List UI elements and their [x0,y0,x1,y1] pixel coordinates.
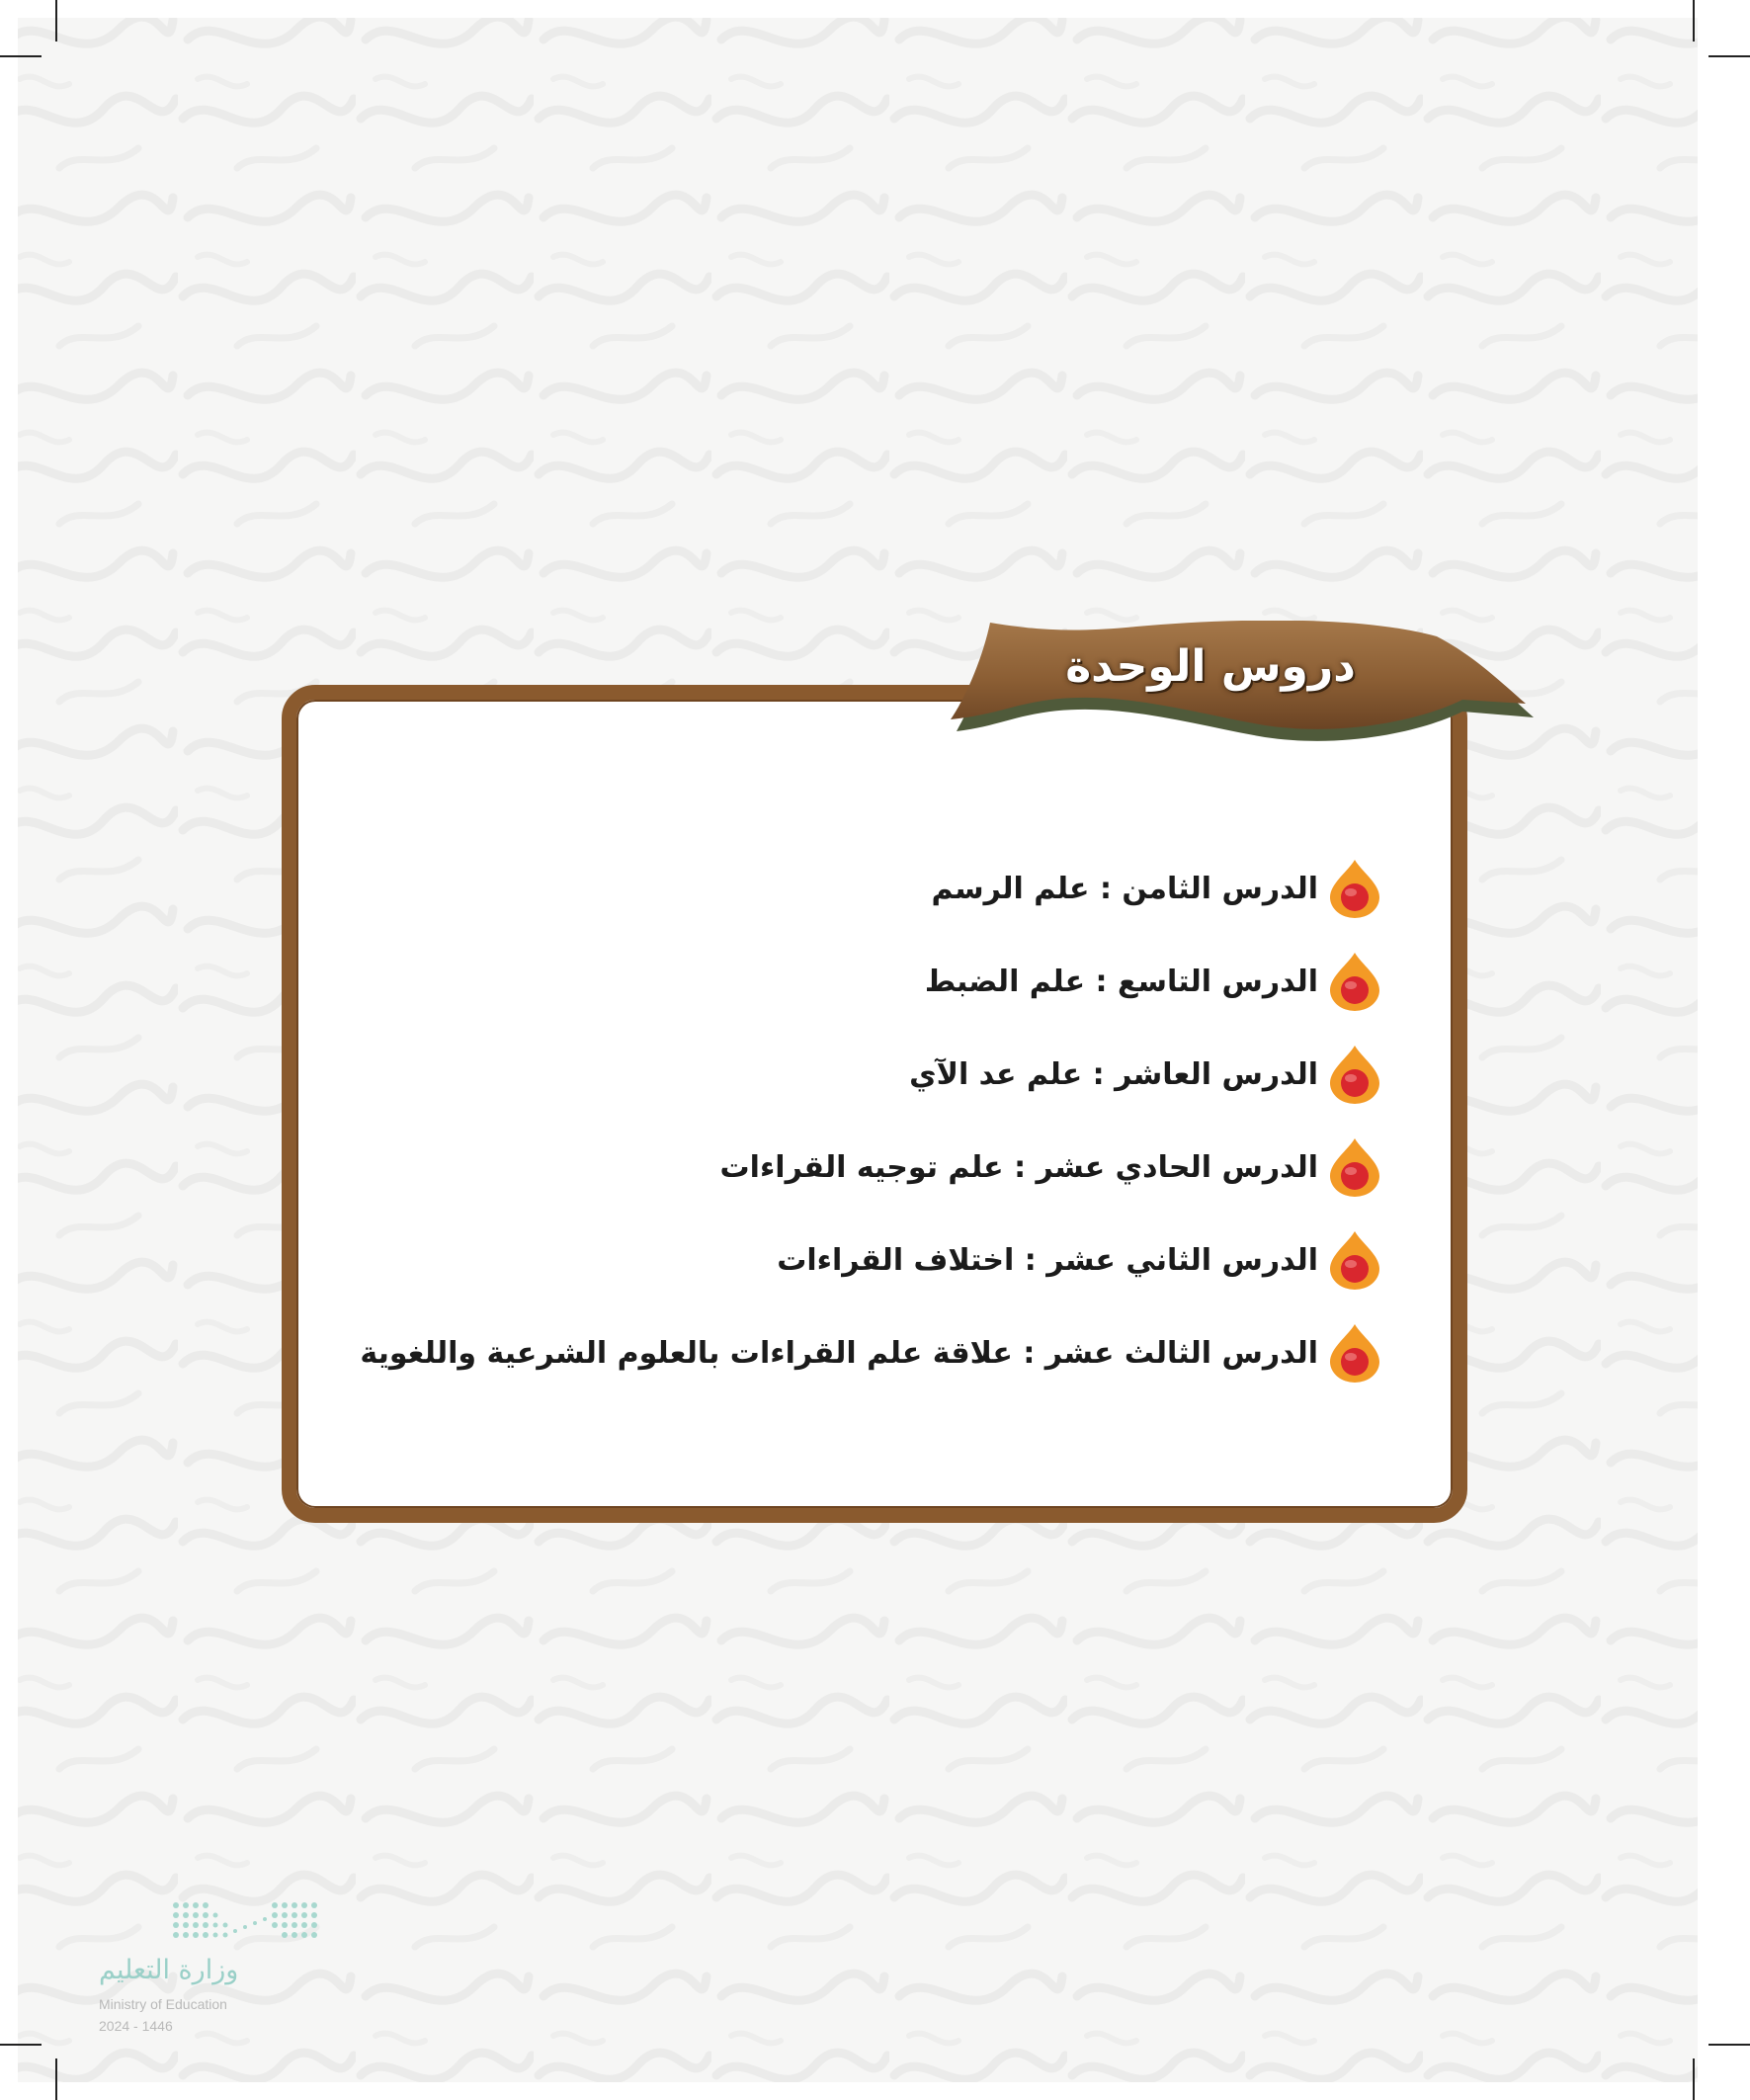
edition-year: 2024 - 1446 [99,2018,173,2034]
lesson-text: الدرس العاشر : علم عد الآي [909,1056,1318,1092]
list-item [356,1214,1383,1306]
lesson-text: الدرس الحادي عشر : علم توجيه القراءات [719,1149,1318,1185]
orange-drop-bullet-icon [1326,1136,1383,1198]
orange-drop-bullet-icon [1326,1229,1383,1291]
ministry-logo [95,1897,332,2046]
unit-lessons-title: دروس الوحدة [1065,641,1356,692]
orange-drop-bullet-icon [1326,858,1383,919]
crop-mark-top-left-vertical [55,0,57,42]
list-item [356,1306,1383,1399]
list-item [356,842,1383,935]
ministry-name-english: Ministry of Education [99,1996,227,2012]
crop-mark-top-left-horizontal [0,55,42,57]
crop-mark-bottom-left-vertical [55,2058,57,2100]
ministry-name-arabic: وزارة التعليم [99,1955,239,1985]
crop-mark-top-right-vertical [1693,0,1695,42]
crop-mark-bottom-right-vertical [1693,2058,1695,2100]
list-item [356,1028,1383,1121]
lesson-text: الدرس الثالث عشر : علاقة علم القراءات بالعلوم الشرعية واللغوية [360,1335,1318,1371]
list-item [356,1121,1383,1214]
crop-mark-bottom-right-horizontal [1708,2044,1750,2046]
orange-drop-bullet-icon [1326,1322,1383,1384]
lesson-list [356,842,1383,1399]
lesson-text: الدرس الثاني عشر : اختلاف القراءات [777,1242,1318,1278]
orange-drop-bullet-icon [1326,1044,1383,1105]
lesson-text: الدرس الثامن : علم الرسم [931,871,1318,906]
orange-drop-bullet-icon [1326,951,1383,1012]
ministry-dotted-logo-icon [168,1897,326,1945]
crop-mark-bottom-left-horizontal [0,2044,42,2046]
crop-mark-top-right-horizontal [1708,55,1750,57]
list-item [356,935,1383,1028]
lesson-text: الدرس التاسع : علم الضبط [924,964,1318,999]
